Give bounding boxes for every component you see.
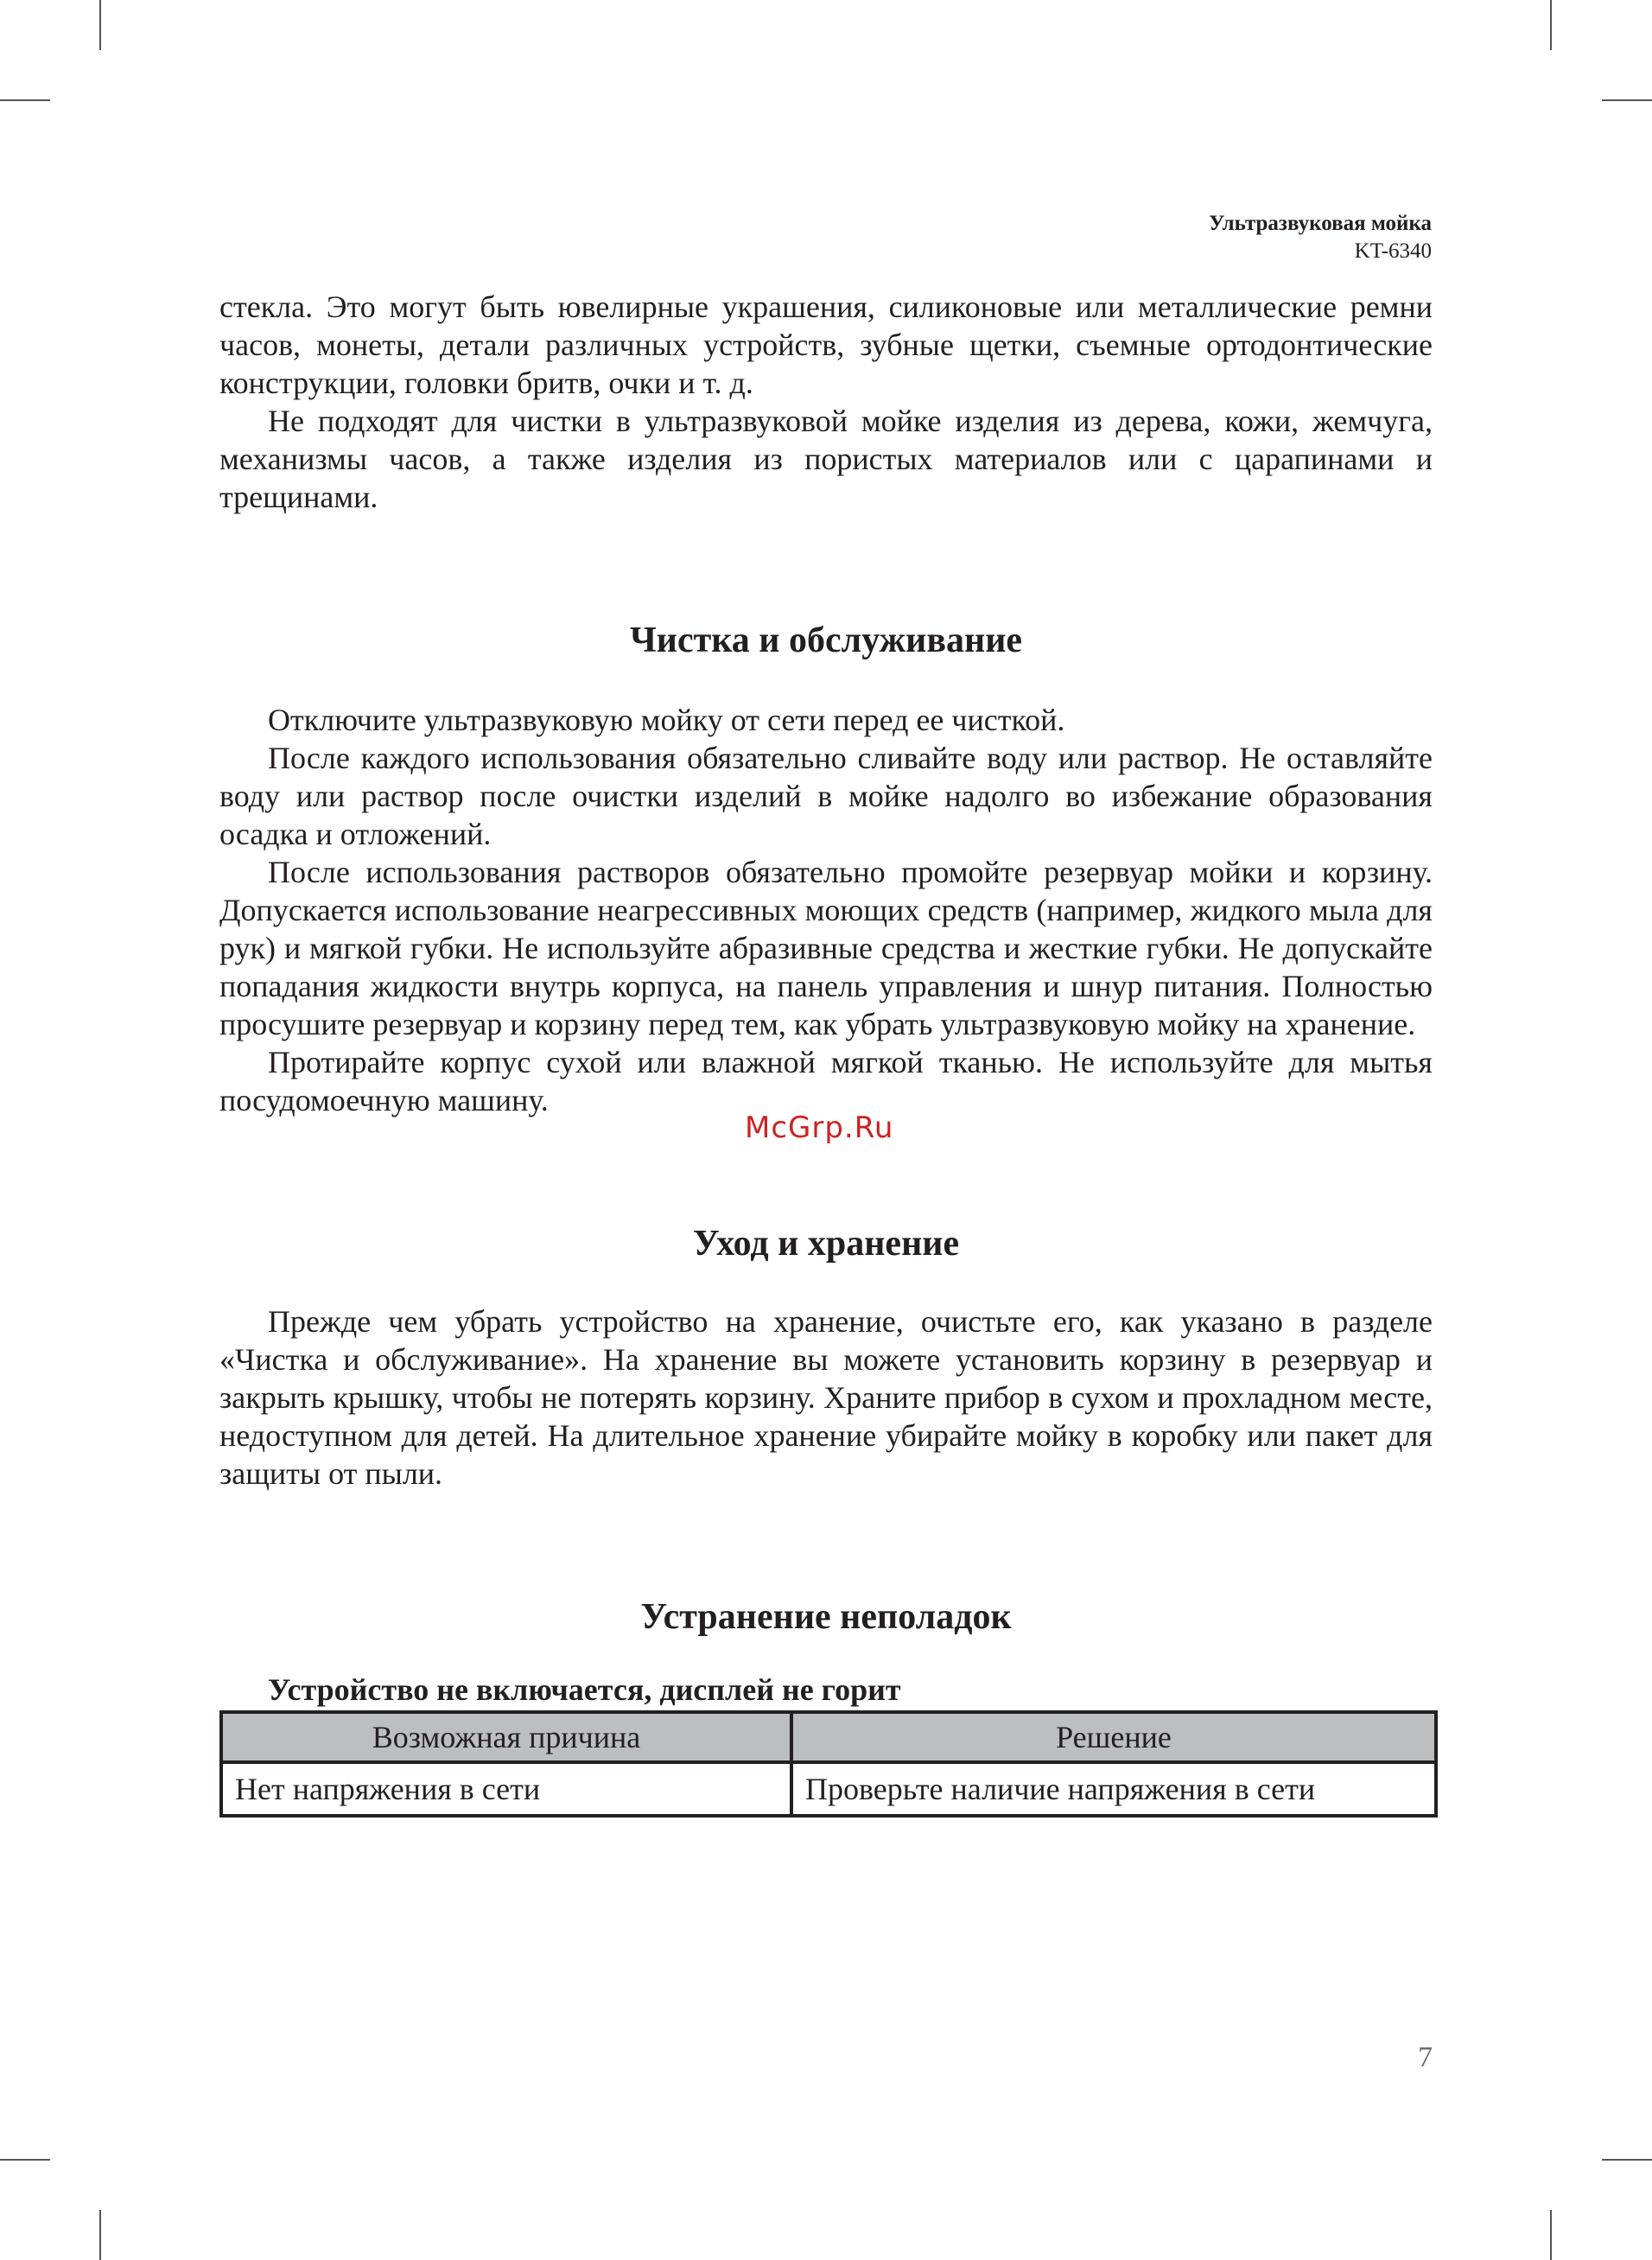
crop-mark xyxy=(99,2210,101,2260)
storage-paragraph-1: Прежде чем убрать устройство на хранение, очистьте его, как указано в разделе «Чистка и обслуживание». На хранение вы можете установить корзину в резервуар и закрыть крышку, чтобы не потерять корзину. Храните прибор в сухом и прохладном месте, недоступном для детей. На длительное хранение убирайте мойку в коробку или пакет для защиты от пыли. xyxy=(219,1304,1433,1491)
cleaning-paragraph-1: Отключите ультразвуковую мойку от сети перед ее чисткой. xyxy=(268,703,1065,737)
table-header-row xyxy=(221,1712,1436,1762)
cell-cause: Нет напряжения в сети xyxy=(221,1762,791,1816)
crop-mark xyxy=(0,2159,50,2161)
crop-mark xyxy=(0,99,50,101)
crop-mark xyxy=(1602,99,1652,101)
troubleshooting-table xyxy=(219,1710,1438,1818)
cleaning-paragraph-2: После каждого использования обязательно сливайте воду или раствор. Не оставляйте воду или раствор после очистки изделий в мойке надолго во избежание образования осадка и отложений. xyxy=(219,741,1433,851)
page-header xyxy=(1209,210,1432,265)
header-model: KT-6340 xyxy=(1354,239,1432,263)
page-number: 7 xyxy=(1418,2041,1433,2073)
watermark: McGrp.Ru xyxy=(745,1111,894,1145)
intro-paragraph-2: Не подходят для чистки в ультразвуковой мойке изделия из дерева, кожи, жемчуга, механизмы часов, а также изделия из пористых материалов или с царапинами и трещинами. xyxy=(219,404,1433,514)
header-title: Ультразвуковая мойка xyxy=(1209,212,1432,235)
cleaning-paragraph-3: После использования растворов обязательно промойте резервуар мойки и корзину. Допускается использование неагрессивных моющих средств (например, жидкого мыла для рук) и мягкой губки. Не используйте абразивные средства и жесткие губки. Не допускайте попадания жидкости внутрь корпуса, на панель управления и шнур питания. Полностью просушите резервуар и корзину перед тем, как убрать ультразвуковую мойку на хранение. xyxy=(219,855,1433,1041)
intro-paragraph-1: стекла. Это могут быть ювелирные украшения, силиконовые или металлические ремни часов, монеты, детали различных устройств, зубные щетки, съемные ортодонтические конструкции, головки бритв, очки и т. д. xyxy=(219,290,1433,400)
page-content xyxy=(219,288,1433,1818)
cell-solution: Проверьте наличие напряжения в сети xyxy=(791,1762,1436,1816)
crop-mark xyxy=(99,0,101,50)
crop-mark xyxy=(1550,2210,1552,2260)
troubleshooting-subheading: Устройство не включается, дисплей не горит xyxy=(268,1672,901,1707)
cleaning-paragraph-4: Протирайте корпус сухой или влажной мягкой тканью. Не используйте для мытья посудомоечную машину. xyxy=(219,1045,1433,1117)
troubleshooting-heading: Устранение неполадок xyxy=(640,1597,1012,1637)
table-row xyxy=(221,1762,1436,1816)
crop-mark xyxy=(1550,0,1552,50)
crop-mark xyxy=(1602,2159,1652,2161)
column-header-solution: Решение xyxy=(791,1712,1436,1762)
cleaning-heading: Чистка и обслуживание xyxy=(629,621,1023,660)
column-header-cause: Возможная причина xyxy=(221,1712,791,1762)
storage-heading: Уход и хранение xyxy=(692,1224,960,1264)
